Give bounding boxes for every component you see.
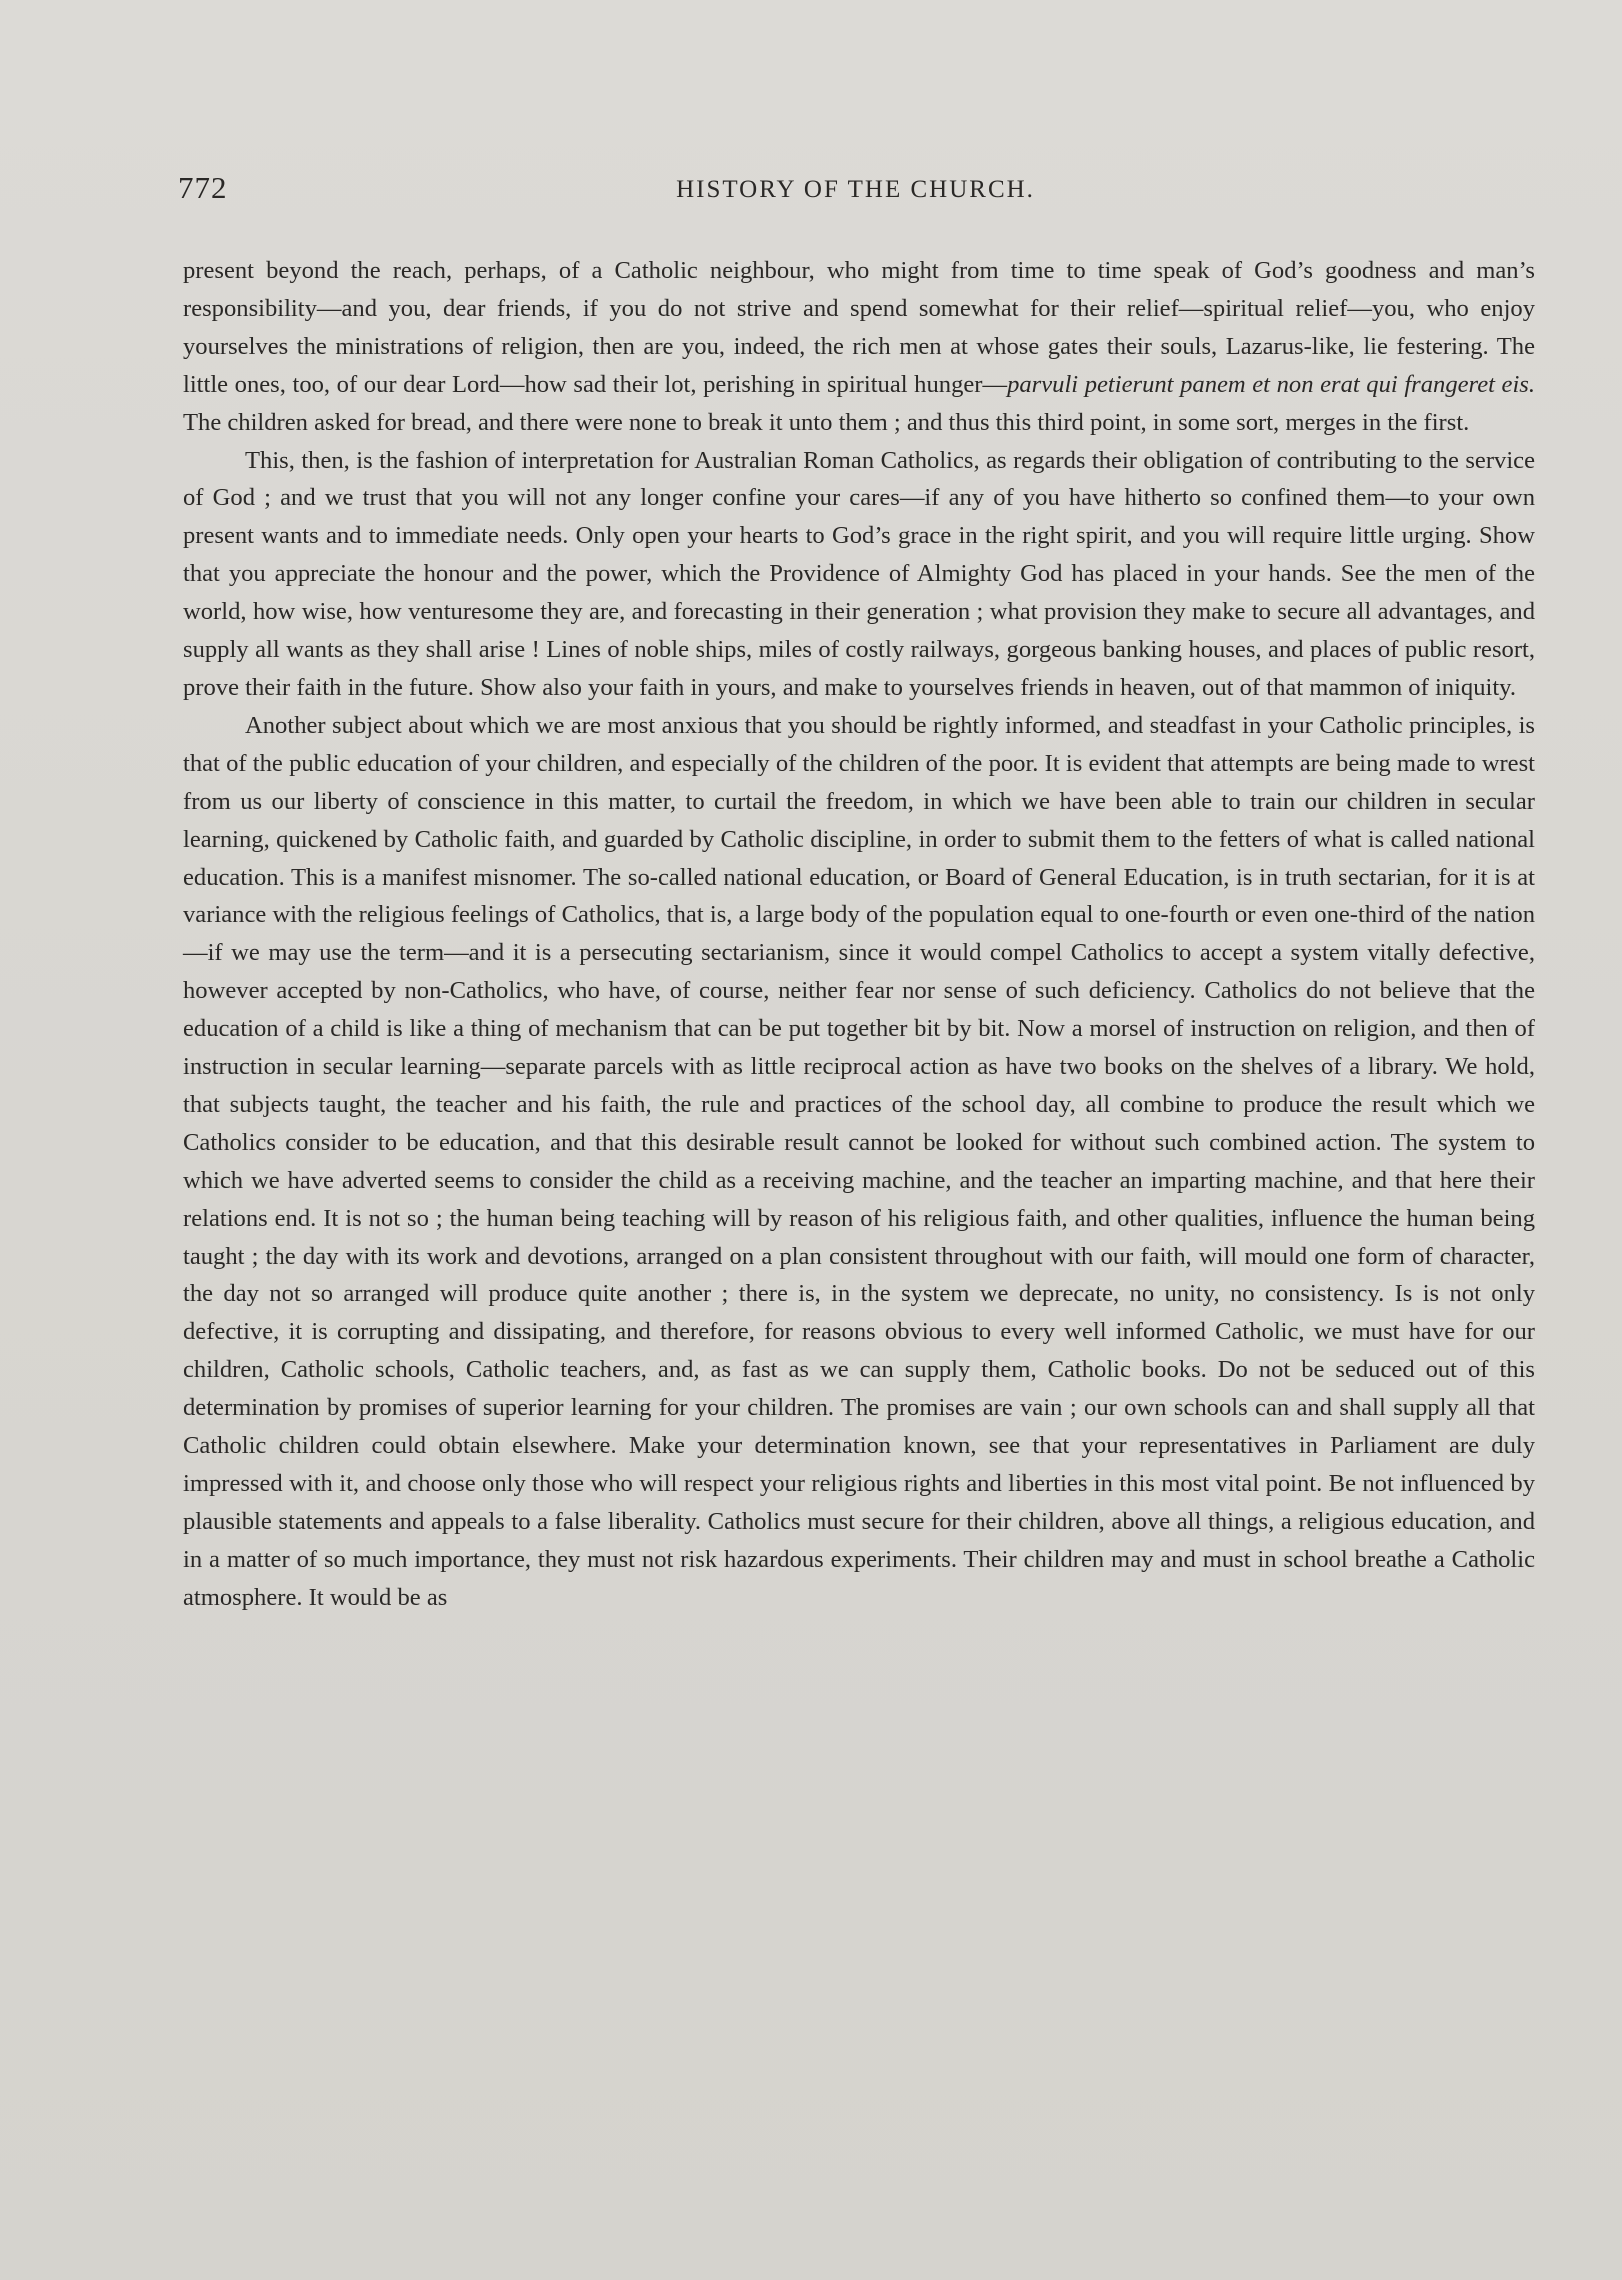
paragraph-continued (183, 252, 1535, 442)
running-title: HISTORY OF THE CHURCH. (676, 176, 1035, 203)
paragraph: Another subject about which we are most anxious that you should be rightly informed, and steadfast in your Catholic principles, is that of the public education of your children, and especially of the children of the poor. It is evident that attempts are being made to wrest from us our liberty of conscience in this matter, to curtail the freedom, in which we have been able to train our children in secular learning, quickened by Catholic faith, and guarded by Catholic discipline, in order to submit them to the fetters of what is called national education. This is a manifest misnomer. The so-called national education, or Board of General Education, is in truth sectarian, for it is at variance with the religious feelings of Catholics, that is, a large body of the population equal to one-fourth or even one-third of the nation—if we may use the term—and it is a persecuting sectarianism, since it would compel Catholics to accept a system vitally defective, however accepted by non-Catholics, who have, of course, neither fear nor sense of such deficiency. Catholics do not believe that the education of a child is like a thing of mechanism that can be put together bit by bit. Now a morsel of instruction on religion, and then of instruction in secular learning—separate parcels with as little reciprocal action as have two books on the shelves of a library. We hold, that subjects taught, the teacher and his faith, the rule and practices of the school day, all combine to produce the result which we Catholics consider to be education, and that this desirable result cannot be looked for without such combined action. The system to which we have adverted seems to consider the child as a receiving machine, and the teacher an imparting machine, and that here their relations end. It is not so ; the human being teaching will by reason of his religious faith, and other qualities, influence the human being taught ; the day with its work and devotions, arranged on a plan consistent throughout with our faith, will mould one form of character, the day not so arranged will produce quite another ; there is, in the system we deprecate, no unity, no consistency. Is is not only defective, it is corrupting and dissipating, and therefore, for reasons obvious to every well informed Catholic, we must have for our children, Catholic schools, Catholic teachers, and, as fast as we can supply them, Catholic books. Do not be seduced out of this determination by promises of superior learning for your children. The promises are vain ; our own schools can and shall supply all that Catholic children could obtain elsewhere. Make your determination known, see that your representatives in Parliament are duly impressed with it, and choose only those who will respect your religious rights and liberties in this most vital point. Be not influenced by plausible statements and appeals to a false liberality. Catholics must secure for their children, above all things, a religious education, and in a matter of so much importance, they must not risk hazardous experiments. Their children may and must in school breathe a Catholic atmosphere. It would be as (183, 711, 1535, 1611)
paragraph-1-text-end: The children asked for bread, and there were none to break it unto them ; and thus this third point, in some sort, merges in the first. (183, 408, 1470, 436)
paragraph-1-text: present beyond the reach, perhaps, of a Catholic neighbour, who might from time to time speak of God’s goodness and man’s responsibility—and you, dear friends, if you do not strive and spend somewhat for their relief—spiritual relief—you, who enjoy yourselves the ministrations of religion, then are you, indeed, the rich men at whose gates their souls, Lazarus-like, lie festering. The little ones, too, of our dear Lord—how sad their lot, perishing in spiritual hunger— (183, 257, 1535, 398)
body-text (183, 252, 1535, 1617)
latin-quotation: parvuli petierunt panem et non erat qui frangeret eis. (1007, 370, 1536, 398)
page-number: 772 (178, 170, 228, 205)
paragraph: This, then, is the fashion of interpretation for Australian Roman Catholics, as regards their obligation of contributing to the service of God ; and we trust that you will not any longer confine your cares—if any of you have hitherto so confined them—to your own present wants and to immediate needs. Only open your hearts to God’s grace in the right spirit, and you will require little urging. Show that you appreciate the honour and the power, which the Providence of Almighty God has placed in your hands. See the men of the world, how wise, how venturesome they are, and forecasting in their generation ; what provision they make to secure all advantages, and supply all wants as they shall arise ! Lines of noble ships, miles of costly railways, gorgeous banking houses, and places of public resort, prove their faith in the future. Show also your faith in yours, and make to yourselves friends in heaven, out of that mammon of iniquity. (183, 446, 1535, 701)
page-header (178, 170, 1533, 220)
